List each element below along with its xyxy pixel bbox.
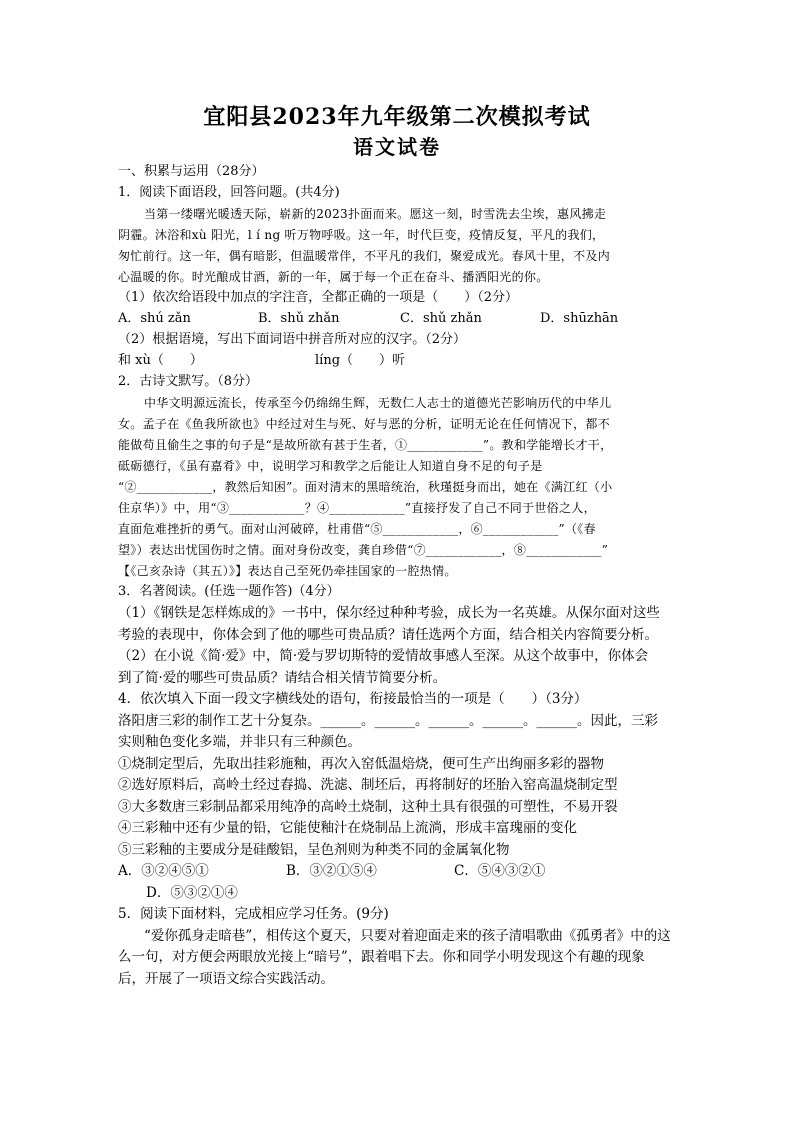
q5-line: 后，开展了一项语文综合实践活动。: [118, 970, 334, 987]
option-b: B．shǔ zhǎn: [258, 311, 340, 326]
blank-a: 和 xù（ ）: [118, 353, 203, 368]
q4-line: 洛阳唐三彩的制作工艺十分复杂。______。______。______。______。______。因此，三彩: [118, 712, 658, 729]
question-4-stem: 4．依次填入下面一段文字横线处的语句，衔接最恰当的一项是（ ）（3分）: [118, 691, 588, 707]
q4-options: [118, 861, 690, 883]
q2-passage-line: 住京华）》中，用“③____________？④____________”直接抒发了自己不同于世俗之人，: [118, 501, 596, 515]
question-1-stem: 1．阅读下面语段，回答问题。(共4分): [118, 185, 340, 200]
exam-content: [118, 162, 690, 990]
q5-line: “爱你孤身走暗巷”，相传这个夏天，只要对着迎面走来的孩子清唱歌曲《孤勇者》中的这: [144, 927, 671, 944]
option-a: A．③②④⑤①: [118, 863, 209, 879]
q4-sentence: ①烧制定型后，先取出挂彩施釉，再次入窑低温焙烧，便可生产出绚丽多彩的器物: [118, 755, 604, 772]
q2-passage-line: “②____________，教然后知困”。面对清末的黑暗统治，秋瑾挺身而出，她在《满江红（小: [118, 480, 613, 494]
q2-passage-line: 女。孟子在《鱼我所欲也》中经过对生与死、好与恶的分析，证明无论在任何情况下，都不: [118, 417, 611, 431]
q2-passage-line: 直面危难挫折的勇气。面对山河破碎，杜甫借“⑤____________，⑥____________”（《春: [118, 522, 596, 536]
q1-subquestion-2: （2）根据语境，写出下面词语中拼音所对应的汉字。（2分）: [118, 332, 467, 347]
q3-line: 到了简·爱的哪些可贵品质？请结合相关情节简要分析。: [118, 669, 447, 686]
q2-passage-line: 能做苟且偷生之事的句子是“是故所欲有甚于生者，①____________”。教和学能增长才干，: [118, 438, 613, 452]
question-5-stem: 5．阅读下面材料，完成相应学习任务。(9分): [118, 906, 389, 922]
q1-subquestion-1: （1）依次给语段中加点的字注音，全都正确的一项是（ ）（2分）: [118, 290, 519, 305]
q2-passage-line: 望》）表达出忧国伤时之情。面对身份改变，龚自珍借“⑦____________，⑧____________”: [118, 543, 609, 557]
option-c: C．shǔ zhǎn: [400, 311, 482, 326]
q1-passage-line: 心温暖的你。时光酿成甘酒，新的一年，属于每一个正在奋斗、播洒阳光的你。: [118, 270, 549, 284]
option-d: D．shūzhān: [540, 311, 619, 326]
q1-passage-line: 阴霾。沐浴和xù 阳光，l í ng 听万物呼吸。这一年，时代巨变，疫情反复，平凡的我们，: [118, 228, 605, 242]
option-d: D．⑤③②①④: [146, 884, 238, 901]
question-2-stem: 2．古诗文默写。（8分）: [118, 374, 259, 389]
q1-passage-line: 匆忙前行。这一年，偶有暗影，但温暖常伴，不平凡的我们，聚爱成光。春风十里，不及内: [118, 249, 611, 263]
q3-line: 考验的表现中，你体会到了他的哪些可贵品质？请任选两个方面，结合相关内容简要分析。: [118, 626, 658, 643]
q4-line: 实则釉色变化多端，并非只有三种颜色。: [118, 734, 361, 750]
q1-passage-line: 当第一缕曙光暖透天际，崭新的2023扑面而来。愿这一刻，时雪洗去尘埃，惠风拂走: [144, 207, 607, 221]
exam-subtitle: 语文试卷: [353, 135, 441, 159]
q2-passage-line: 中华文明源远流长，传承至今仍绵绵生辉，无数仁人志士的道德光芒影响历代的中华儿: [144, 396, 612, 410]
q4-sentence: ③大多数唐三彩制品都采用纯净的高岭土烧制，这种土具有很强的可塑性，不易开裂: [118, 798, 618, 815]
q1-options: [118, 309, 690, 330]
section-heading: 一、积累与运用（28分）: [118, 164, 265, 179]
q3-line: （1）《钢铁是怎样炼成的》一书中，保尔经过种种考验，成长为一名英雄。从保尔面对这些: [118, 605, 660, 621]
q4-sentence: ⑤三彩釉的主要成分是硅酸铝，呈色剂则为种类不同的金属氧化物: [118, 841, 510, 858]
exam-title: 宜阳县2023年九年级第二次模拟考试: [203, 104, 591, 130]
option-b: B．③②①⑤④: [286, 863, 377, 879]
q1-blanks: [118, 351, 690, 372]
q5-line: 么一句，对方便会两眼放光接上“暗号”，跟着唱下去。你和同学小明发现这个有趣的现象: [118, 949, 645, 965]
option-c: C．⑤④③②①: [454, 863, 546, 879]
option-a: A．shú zǎn: [118, 311, 191, 326]
q2-passage-line: 砥砺德行，《虽有嘉肴》中，说明学习和教学之后能让人知道自身不足的句子是: [118, 459, 543, 473]
q2-passage-line: 【《己亥杂诗（其五）》】表达自己至死仍牵挂国家的一腔热情。: [118, 564, 457, 578]
q4-sentence: ②选好原料后，高岭土经过舂捣、洗滤、制坯后，再将制好的坯胎入窑高温烧制定型: [118, 777, 618, 793]
question-3-stem: 3．名著阅读。(任选一题作答)（4分）: [118, 584, 340, 599]
q4-sentence: ④三彩釉中还有少量的铅，它能使釉汁在烧制品上流淌，形成丰富瑰丽的变化: [118, 820, 577, 836]
blank-b: líng（ ）听: [315, 353, 406, 368]
q3-line: （2）在小说《简·爱》中，简·爱与罗切斯特的爱情故事感人至深。从这个故事中，你体会: [118, 648, 649, 664]
